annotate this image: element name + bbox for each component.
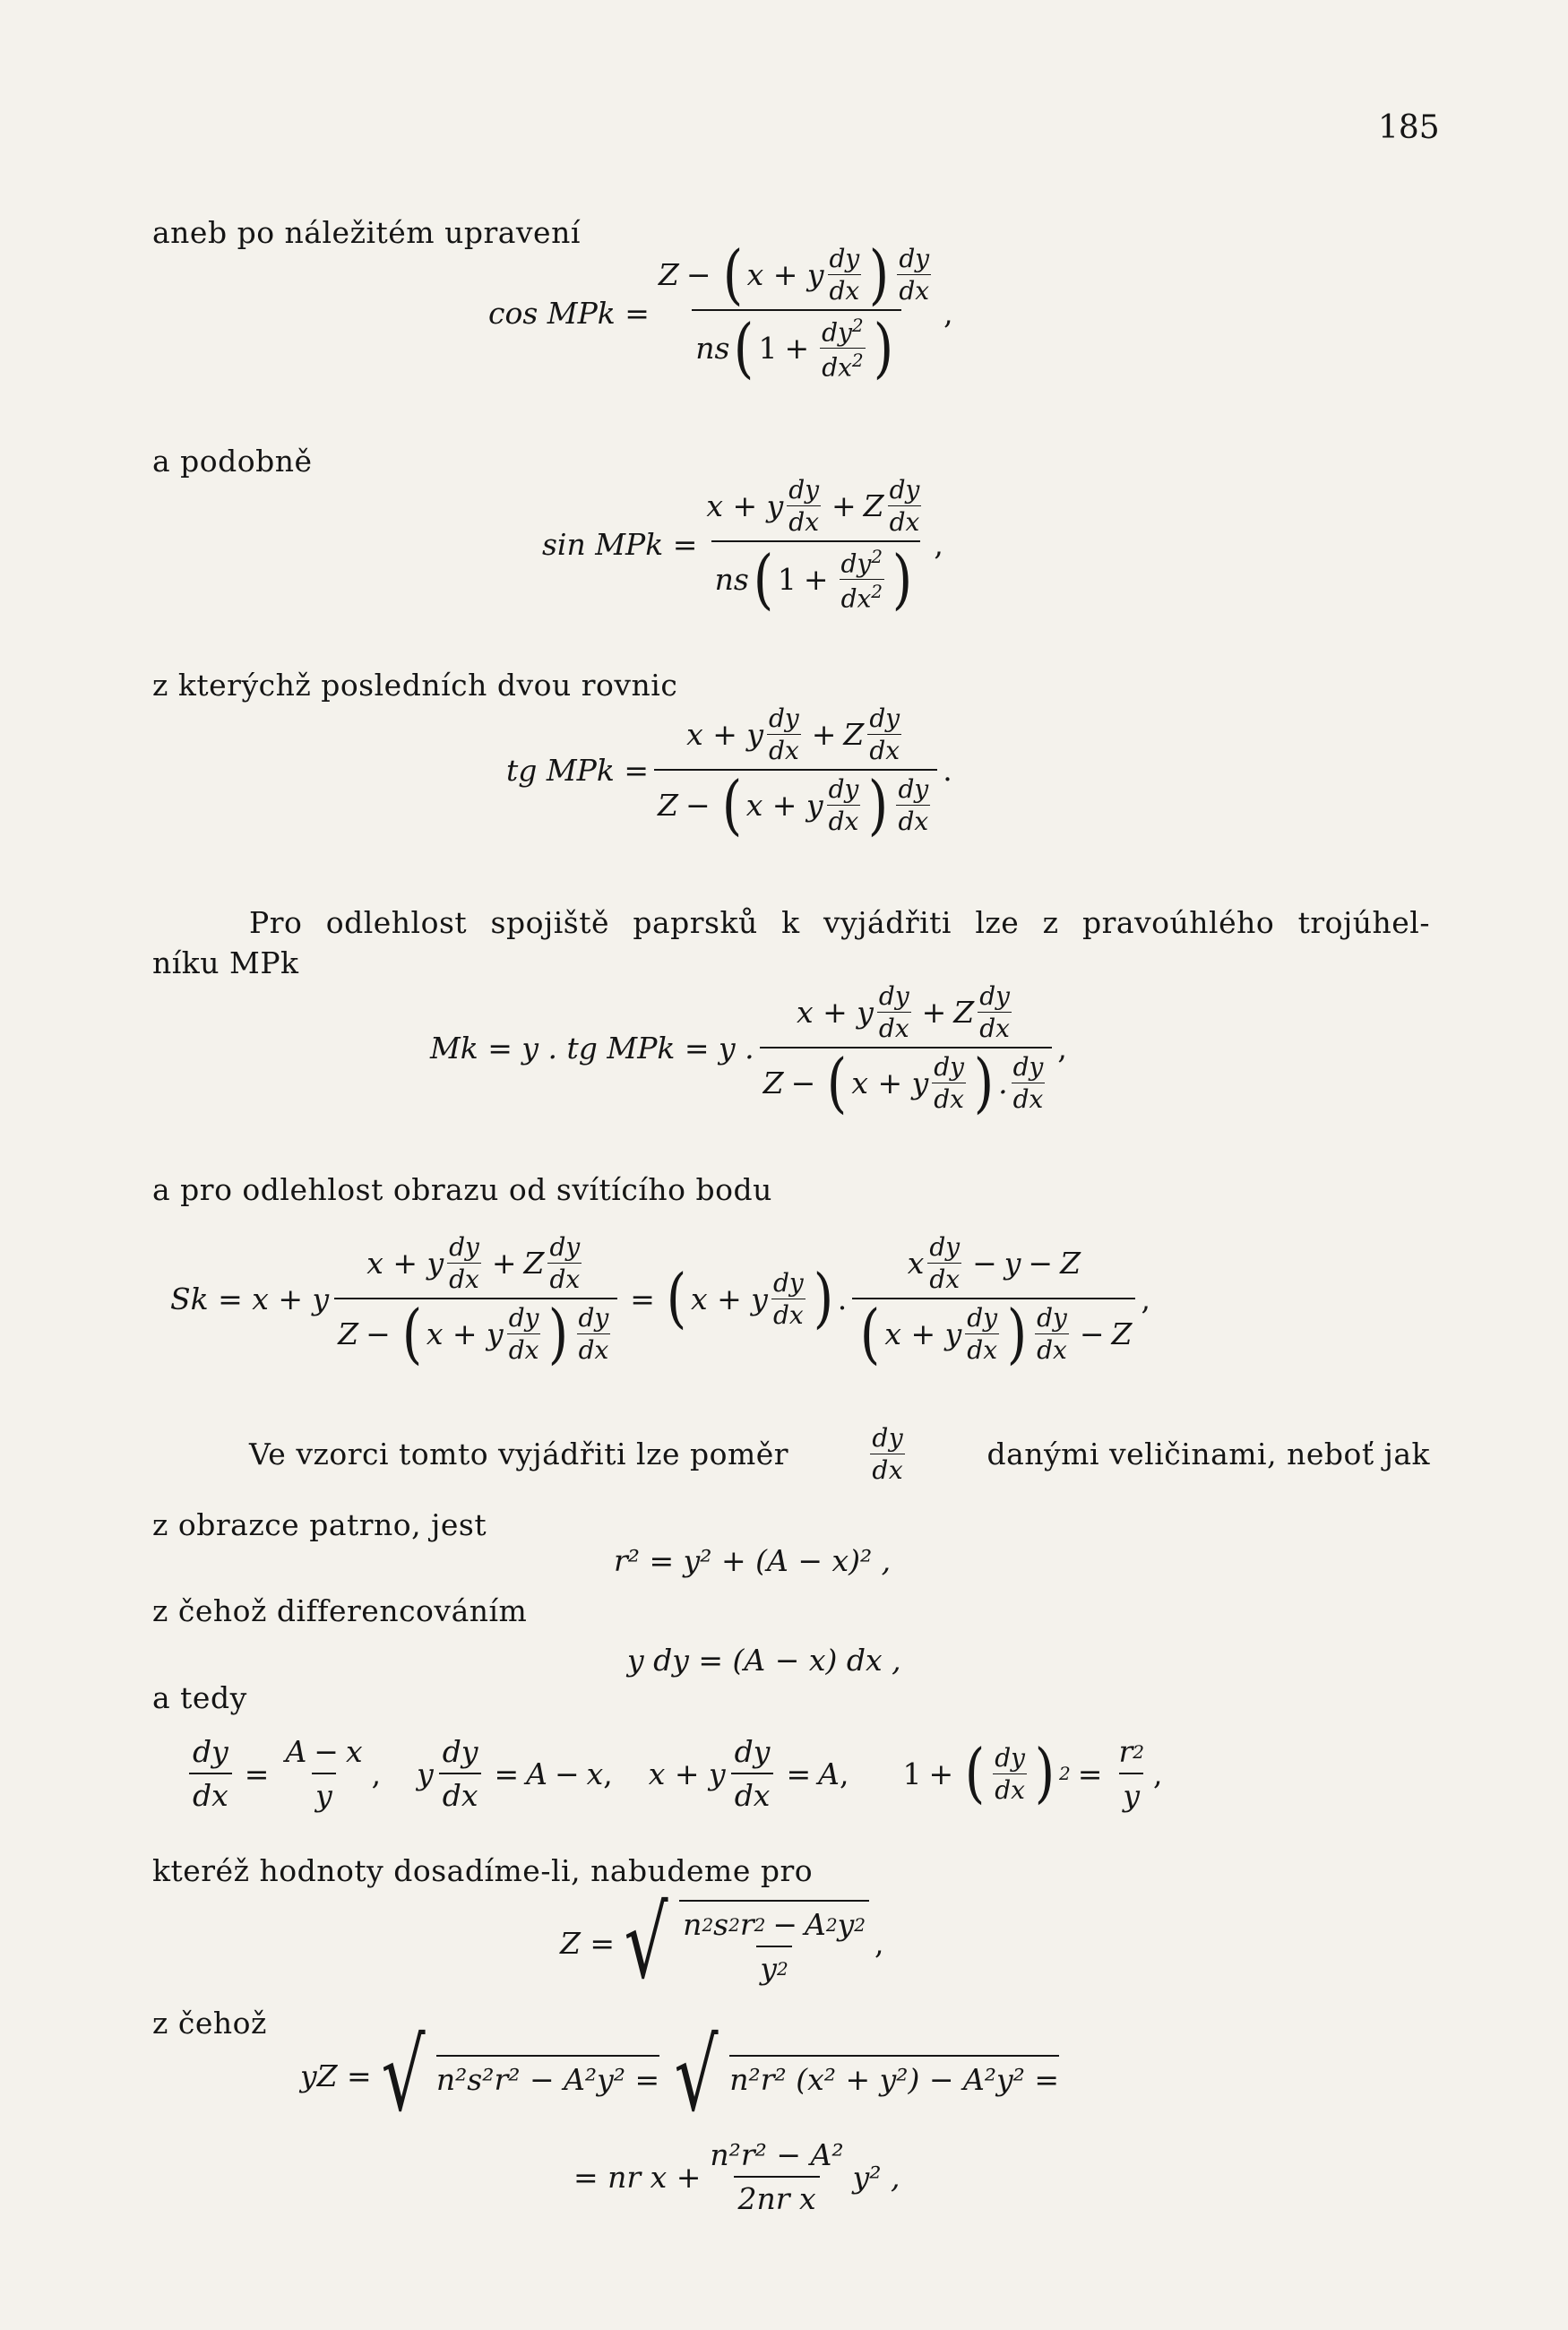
yz-line2-a: = nr x + — [573, 2159, 702, 2195]
sk-fraction-2: x $\frac{dy}{dx}$ − y − Z ( x + y $\frac{dy}{dx}$ ) $\frac{dy}{dx}$ − Z — [852, 1232, 1135, 1365]
paragraph-5: a pro odlehlost obrazu od svítícího bodu — [152, 1172, 772, 1207]
yz-radicand-1: n²s²r² − A²y² = — [436, 2055, 659, 2097]
paragraph-8: z čehož differencováním — [152, 1593, 528, 1628]
equation-yz-line-2 — [573, 2137, 900, 2216]
mk-lhs: Mk = y . tg MPk = y . — [430, 1030, 754, 1066]
yz-line2-den: 2nr x — [734, 2176, 819, 2216]
paragraph-7: z obrazce patrno, jest — [152, 1507, 487, 1542]
equation-cos: cos MPk = Z − ( x + y $\frac{dy}{dx}$ ) $\frac{dy}{dx}$ ns ( 1 + $\frac{dy^2}{dx^2}$ ) , — [488, 236, 953, 386]
equation-yz: yZ = √ n²s²r² − A²y² = √ n²r² (x² + y²) − A²y² = — [300, 2018, 1060, 2133]
paragraph-9: a tedy — [152, 1680, 247, 1715]
sin-lhs: sin MPk = — [542, 526, 698, 562]
paragraph-11: z čehož — [152, 2006, 267, 2041]
equation-sk: Sk = x + y x + y $\frac{dy}{dx}$ + Z $\frac{dy}{dx}$ Z − ( x + y $\frac{dy}{dx}$ ) $\frac{dy}{dx}$ = ( x + y $\frac{dy}{dx}$ ) . x $\frac{dy}{dx}$ − y − Z ( x + y $\frac{dy}{dx}$ ) $\frac{dy}{dx}$ − Z , — [170, 1232, 1150, 1371]
yz-line2-tail: y² , — [852, 2159, 900, 2195]
paragraph-3: z kterýchž posledních dvou rovnic — [152, 668, 678, 703]
equation-r2: r² = y² + (A − x)² , — [614, 1543, 892, 1578]
yz-lhs: yZ = — [300, 2058, 372, 2093]
sin-fraction: x + y $\frac{dy}{dx}$ + Z $\frac{dy}{dx}$ ns ( 1 + $\frac{dy^2}{dx^2}$ ) — [706, 475, 920, 617]
sk-fraction-1: x + y $\frac{dy}{dx}$ + Z $\frac{dy}{dx}$ Z − ( x + y $\frac{dy}{dx}$ ) $\frac{dy}{dx}$ — [334, 1232, 617, 1365]
equation-mk: Mk = y . tg MPk = y . x + y $\frac{dy}{dx}$ + Z $\frac{dy}{dx}$ Z − ( x + y $\frac{dy}{dx}$ ) . $\frac{dy}{dx}$ , — [430, 981, 1067, 1120]
cos-fraction: Z − ( x + y $\frac{dy}{dx}$ ) $\frac{dy}{dx}$ ns ( 1 + $\frac{dy^2}{dx^2}$ ) — [658, 236, 930, 386]
equation-relations: $\frac{dy}{dx}$ = A − x y , y $\frac{dy}{dx}$ = A − x , x + y $\frac{dy}{dx}$ = A , 1 + ( $\frac{dy}{dx}$ ) 2 = r 2 y , — [184, 1734, 1162, 1813]
sk-lhs: Sk = x + y — [170, 1281, 330, 1316]
z-lhs: Z = — [560, 1925, 616, 1961]
paragraph-1: aneb po náležitém upravení — [152, 215, 581, 250]
tg-fraction: x + y $\frac{dy}{dx}$ + Z $\frac{dy}{dx}$ Z − ( x + y $\frac{dy}{dx}$ ) $\frac{dy}{dx}$ — [654, 703, 937, 836]
paragraph-2: a podobně — [152, 444, 313, 479]
yz-radicand-2: n²r² (x² + y²) − A²y² = — [729, 2055, 1059, 2097]
mk-fraction: x + y $\frac{dy}{dx}$ + Z $\frac{dy}{dx}$ Z − ( x + y $\frac{dy}{dx}$ ) . $\frac{dy}{dx}$ — [760, 981, 1053, 1114]
inline-dy-dx: $\frac{dy}{dx}$ — [872, 1423, 904, 1485]
paragraph-10: kteréž hodnoty dosadíme-li, nabudeme pro — [152, 1853, 814, 1888]
paragraph-6-b: danými veličinami, neboť jak — [986, 1437, 1430, 1471]
equation-sin: sin MPk = x + y $\frac{dy}{dx}$ + Z $\frac{dy}{dx}$ ns ( 1 + $\frac{dy^2}{dx^2}$ ) , — [542, 475, 943, 617]
paragraph-6 — [249, 1423, 1430, 1485]
cos-lhs: cos MPk = — [488, 295, 650, 331]
equation-z: Z = √ n 2 s 2 r 2 − A 2 y 2 y 2 , — [560, 1885, 884, 2000]
page-number: 185 — [1378, 109, 1440, 146]
yz-line2-num: n²r² − A² — [710, 2137, 844, 2172]
paragraph-6-a: Ve vzorci tomto vyjádřiti lze poměr — [249, 1437, 789, 1471]
tg-lhs: tg MPk = — [506, 752, 650, 788]
equation-tg: tg MPk = x + y $\frac{dy}{dx}$ + Z $\frac{dy}{dx}$ Z − ( x + y $\frac{dy}{dx}$ ) $\frac{dy}{dx}$ . — [506, 703, 952, 842]
paragraph-4-line-1: Pro odlehlost spojiště paprsků k vyjádřiti lze z pravoúhlého trojúhel- — [249, 905, 1430, 940]
paragraph-4-line-2: níku MPk — [152, 945, 299, 980]
equation-ydy: y dy = (A − x) dx , — [627, 1643, 901, 1678]
